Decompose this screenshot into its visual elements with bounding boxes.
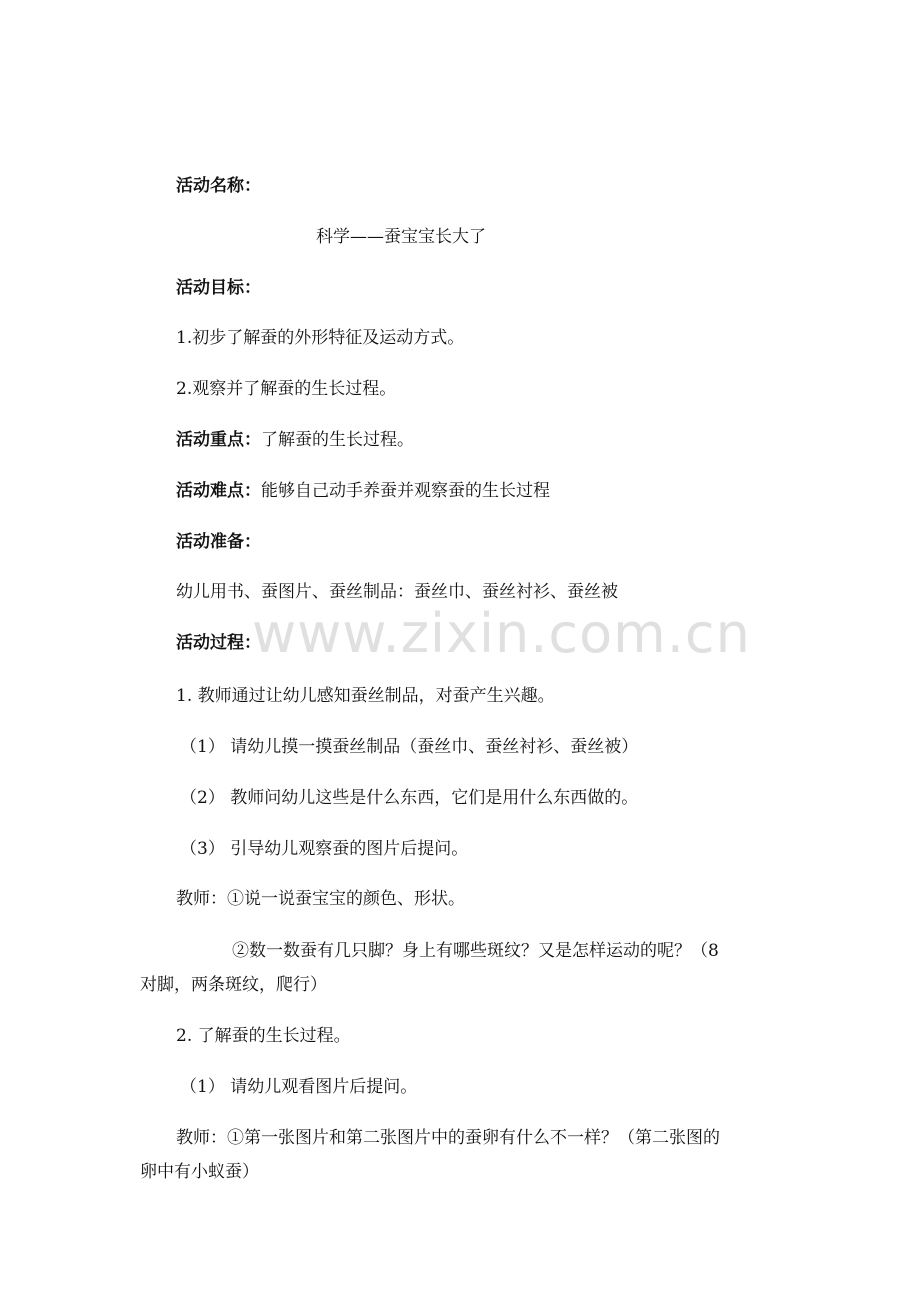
step-1-3: （3） 引导幼儿观察蚕的图片后提问。 (180, 839, 469, 859)
preparation-label: 活动准备： (176, 532, 261, 552)
key-point-label: 活动重点： (176, 430, 261, 450)
step-2-1: （1） 请幼儿观看图片后提问。 (180, 1077, 418, 1097)
goal-1: 1.初步了解蚕的外形特征及运动方式。 (176, 328, 465, 348)
teacher-question-1: 教师：①说一说蚕宝宝的颜色、形状。 (176, 889, 465, 909)
activity-title: 科学——蚕宝宝长大了 (316, 227, 486, 247)
teacher-question-2-line-2: 对脚，两条斑纹，爬行） (140, 975, 327, 995)
teacher-question-2-line-1: ②数一数蚕有几只脚？身上有哪些斑纹？又是怎样运动的呢？（8 (232, 941, 719, 961)
goal-2: 2.观察并了解蚕的生长过程。 (176, 379, 397, 399)
key-point-line (176, 429, 414, 451)
teacher-question-3-line-1: 教师：①第一张图片和第二张图片中的蚕卵有什么不一样？（第二张图的 (176, 1128, 720, 1148)
difficulty-label: 活动难点： (176, 481, 261, 501)
key-point-text: 了解蚕的生长过程。 (261, 430, 414, 450)
activity-name-label: 活动名称： (176, 176, 261, 196)
process-label: 活动过程： (176, 633, 261, 653)
step-1-2: （2） 教师问幼儿这些是什么东西，它们是用什么东西做的。 (180, 788, 639, 808)
step-1-1: （1） 请幼儿摸一摸蚕丝制品（蚕丝巾、蚕丝衬衫、蚕丝被） (180, 737, 639, 757)
step-2: 2. 了解蚕的生长过程。 (176, 1026, 351, 1046)
goals-label: 活动目标： (176, 278, 261, 298)
difficulty-line (176, 480, 550, 502)
teacher-question-3-line-2: 卵中有小蚁蚕） (140, 1162, 259, 1182)
step-1: 1. 教师通过让幼儿感知蚕丝制品，对蚕产生兴趣。 (176, 686, 555, 706)
watermark: www.zixin.com.cn (252, 602, 751, 665)
preparation-text: 幼儿用书、蚕图片、蚕丝制品：蚕丝巾、蚕丝衬衫、蚕丝被 (176, 582, 618, 602)
difficulty-text: 能够自己动手养蚕并观察蚕的生长过程 (261, 481, 550, 501)
